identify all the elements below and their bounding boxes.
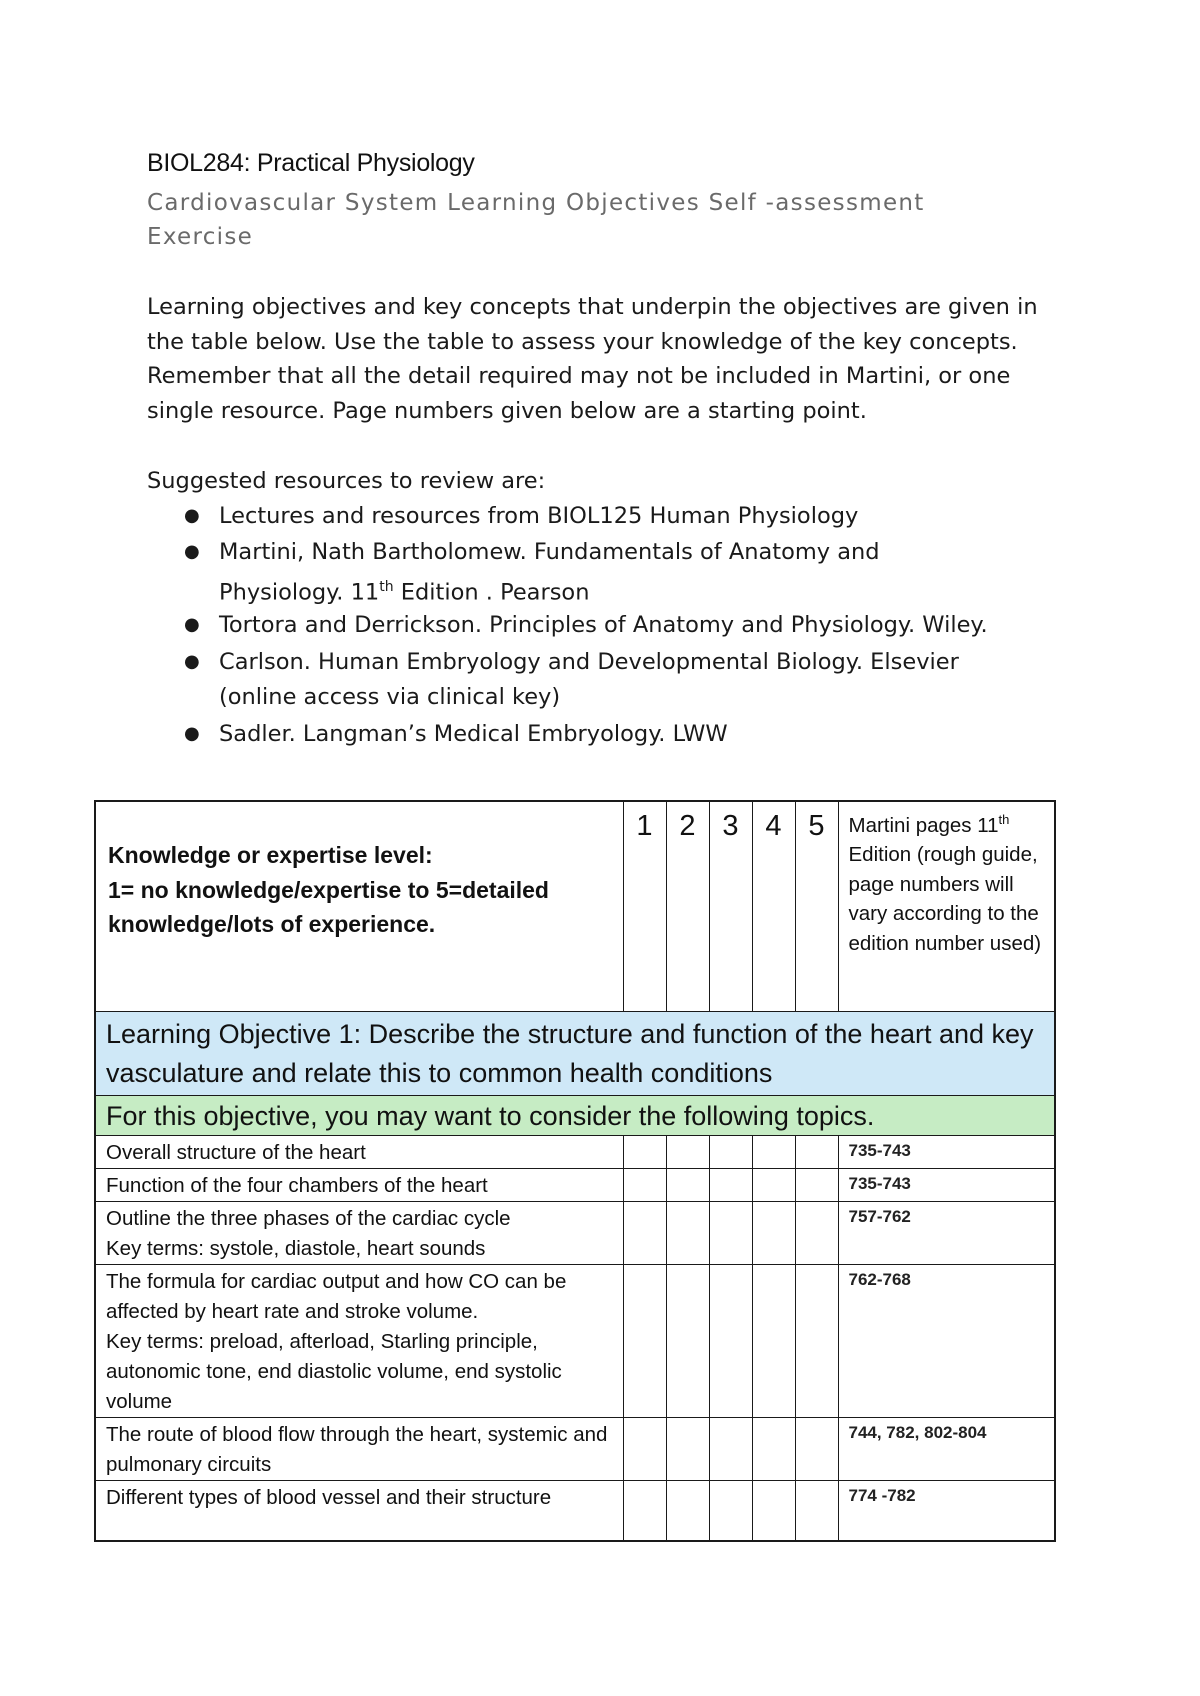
martini-pages-header xyxy=(838,801,1055,1011)
rating-4-cell[interactable] xyxy=(752,1135,795,1168)
topic-line: Outline the three phases of the cardiac cycle xyxy=(106,1206,511,1230)
resource-sup: th xyxy=(379,578,394,595)
level-5-header: 5 xyxy=(795,801,838,1011)
learning-objective-1: Learning Objective 1: Describe the structure and function of the heart and key vasculature and relate this to common health conditions xyxy=(95,1011,1055,1095)
rating-5-cell[interactable] xyxy=(795,1135,838,1168)
topic-line: The formula for cardiac output and how CO can be affected by heart rate and stroke volume. xyxy=(106,1269,567,1323)
topics-intro: For this objective, you may want to consider the following topics. xyxy=(95,1095,1055,1135)
rating-1-cell[interactable] xyxy=(623,1168,666,1201)
resource-text: Sadler. Langman’s Medical Embryology. LWW xyxy=(219,721,728,747)
pages-cell: 735-743 xyxy=(838,1135,1055,1168)
pages-header-text: Martini pages 11 xyxy=(848,813,999,837)
pages-header-text-rest: Edition (rough guide, page numbers will vary according to the edition number used) xyxy=(848,843,1042,955)
pages-cell: 744, 782, 802-804 xyxy=(838,1417,1055,1480)
rating-5-cell[interactable] xyxy=(795,1480,838,1541)
topic-cell xyxy=(95,1201,623,1264)
objective-row xyxy=(95,1011,1055,1095)
table-row xyxy=(95,1135,1055,1168)
table-row xyxy=(95,1264,1055,1417)
rating-1-cell[interactable] xyxy=(623,1480,666,1541)
level-3-header: 3 xyxy=(709,801,752,1011)
topics-intro-row xyxy=(95,1095,1055,1135)
rating-2-cell[interactable] xyxy=(666,1264,709,1417)
level-4-header: 4 xyxy=(752,801,795,1011)
document-title: BIOL284: Practical Physiology xyxy=(147,149,475,177)
rating-4-cell[interactable] xyxy=(752,1264,795,1417)
level-2-header: 2 xyxy=(666,801,709,1011)
resource-item xyxy=(184,608,1099,643)
rating-4-cell[interactable] xyxy=(752,1201,795,1264)
resource-text-line2-post: Edition . Pearson xyxy=(393,579,590,605)
table-row xyxy=(95,1201,1055,1264)
pages-header-sup: th xyxy=(998,812,1010,827)
topic-cell xyxy=(95,1480,623,1541)
bullet-icon: ● xyxy=(184,614,200,635)
topic-line: The route of blood flow through the heart, systemic and pulmonary circuits xyxy=(106,1422,608,1476)
self-assessment-table xyxy=(94,800,1056,1542)
topic-key-terms: Key terms: systole, diastole, heart sounds xyxy=(106,1236,486,1260)
rating-1-cell[interactable] xyxy=(623,1201,666,1264)
topic-key-terms: Key terms: preload, afterload, Starling principle, autonomic tone, end diastolic volume, end systolic volume xyxy=(106,1329,562,1413)
bullet-icon: ● xyxy=(184,541,200,562)
pages-cell: 757-762 xyxy=(838,1201,1055,1264)
rating-2-cell[interactable] xyxy=(666,1201,709,1264)
resource-item xyxy=(184,645,1099,714)
rating-4-cell[interactable] xyxy=(752,1480,795,1541)
table-row xyxy=(95,1168,1055,1201)
topic-cell xyxy=(95,1135,623,1168)
rating-3-cell[interactable] xyxy=(709,1264,752,1417)
resources-label: Suggested resources to review are: xyxy=(147,468,546,494)
bullet-icon: ● xyxy=(184,505,200,526)
rating-2-cell[interactable] xyxy=(666,1480,709,1541)
topic-line: Different types of blood vessel and their structure xyxy=(106,1485,552,1509)
rating-2-cell[interactable] xyxy=(666,1168,709,1201)
rating-3-cell[interactable] xyxy=(709,1201,752,1264)
pages-cell: 762-768 xyxy=(838,1264,1055,1417)
resource-item xyxy=(184,499,1099,534)
knowledge-level-label: Knowledge or expertise level: xyxy=(108,842,433,868)
rating-5-cell[interactable] xyxy=(795,1168,838,1201)
resource-text-line1: Martini, Nath Bartholomew. Fundamentals of Anatomy and xyxy=(219,539,880,565)
topic-cell xyxy=(95,1168,623,1201)
topic-cell xyxy=(95,1417,623,1480)
resource-text-line2: Physiology. 11 xyxy=(219,579,380,605)
rating-4-cell[interactable] xyxy=(752,1417,795,1480)
document-subtitle: Cardiovascular System Learning Objectives Self -assessment Exercise xyxy=(147,190,925,250)
rating-3-cell[interactable] xyxy=(709,1480,752,1541)
resource-text-line2: (online access via clinical key) xyxy=(219,683,561,710)
resource-item xyxy=(184,717,1099,752)
bullet-icon: ● xyxy=(184,723,200,744)
resource-text: Lectures and resources from BIOL125 Human Physiology xyxy=(219,503,859,529)
level-1-header: 1 xyxy=(623,801,666,1011)
topic-line: Function of the four chambers of the heart xyxy=(106,1173,488,1197)
rating-3-cell[interactable] xyxy=(709,1417,752,1480)
rating-3-cell[interactable] xyxy=(709,1135,752,1168)
rating-5-cell[interactable] xyxy=(795,1264,838,1417)
rating-1-cell[interactable] xyxy=(623,1417,666,1480)
resource-text: Tortora and Derrickson. Principles of Anatomy and Physiology. Wiley. xyxy=(219,612,988,638)
pages-cell: 774 -782 xyxy=(838,1480,1055,1541)
bullet-icon: ● xyxy=(184,651,200,672)
rating-1-cell[interactable] xyxy=(623,1135,666,1168)
intro-paragraph: Learning objectives and key concepts that underpin the objectives are given in the table below. Use the table to assess your knowledge of the key concepts. Remember that all the detail required may not be included in Martini, or one single resource. Page numbers given below are a starting point. xyxy=(147,294,1038,424)
knowledge-level-scale: 1= no knowledge/expertise to 5=detailed knowledge/lots of experience. xyxy=(108,876,549,937)
topic-cell xyxy=(95,1264,623,1417)
knowledge-level-header xyxy=(95,801,623,1011)
rating-5-cell[interactable] xyxy=(795,1201,838,1264)
table-row xyxy=(95,1480,1055,1541)
rating-2-cell[interactable] xyxy=(666,1417,709,1480)
header-row xyxy=(95,801,1055,1011)
rating-5-cell[interactable] xyxy=(795,1417,838,1480)
rating-1-cell[interactable] xyxy=(623,1264,666,1417)
rating-2-cell[interactable] xyxy=(666,1135,709,1168)
pages-cell: 735-743 xyxy=(838,1168,1055,1201)
rating-4-cell[interactable] xyxy=(752,1168,795,1201)
topic-line: Overall structure of the heart xyxy=(106,1140,366,1164)
resource-item xyxy=(184,535,1099,610)
resource-text-line1: Carlson. Human Embryology and Developmental Biology. Elsevier xyxy=(219,649,959,675)
rating-3-cell[interactable] xyxy=(709,1168,752,1201)
table-row xyxy=(95,1417,1055,1480)
